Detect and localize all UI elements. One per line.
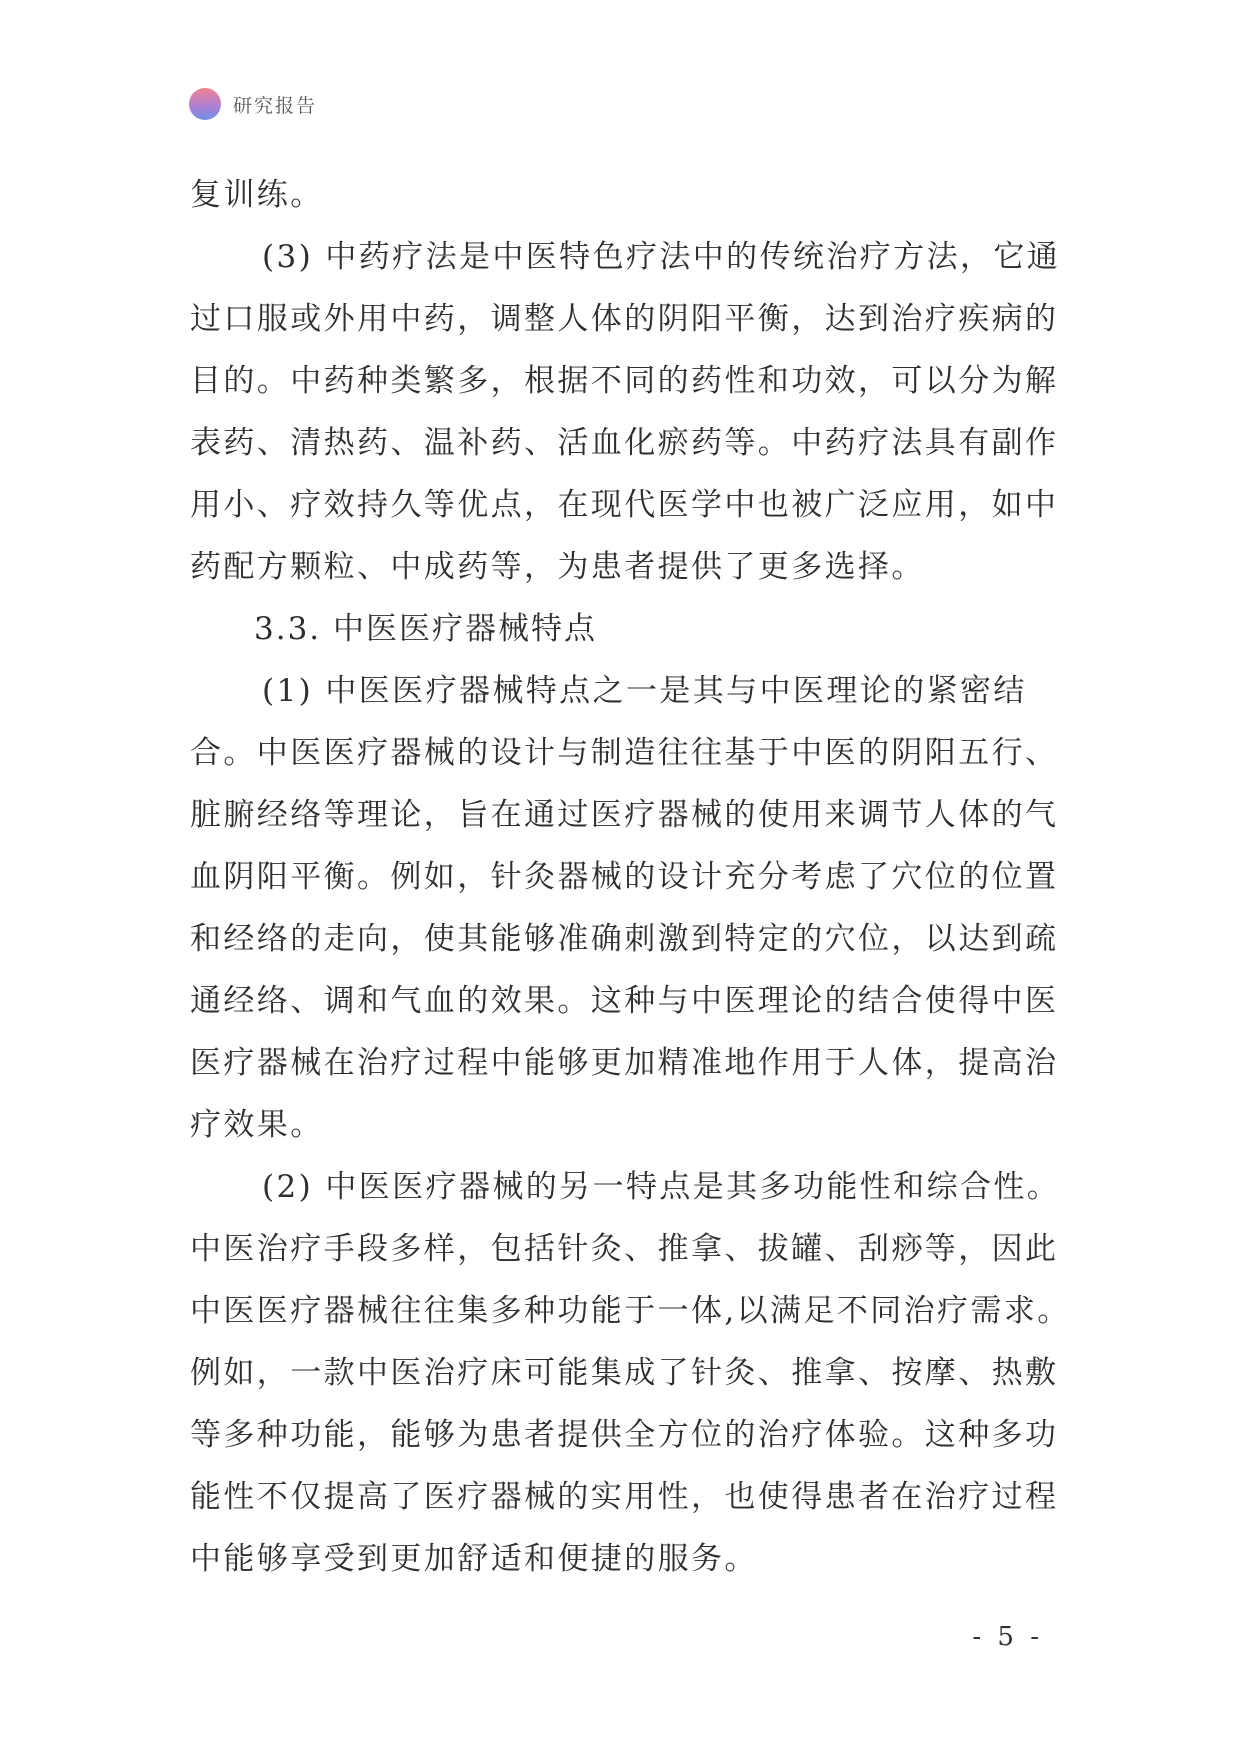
paragraph-line: (3) 中药疗法是中医特色疗法中的传统治疗方法，它通: [262, 239, 1061, 275]
paragraph-line: 用小、疗效持久等优点，在现代医学中也被广泛应用，如中: [190, 487, 1059, 523]
paragraph-line: 中医医疗器械往往集多种功能于一体,以满足不同治疗需求。: [190, 1293, 1071, 1329]
page-number: - 5 -: [972, 1622, 1043, 1652]
paragraph-line: 表药、清热药、温补药、活血化瘀药等。中药疗法具有副作: [190, 425, 1059, 461]
paragraph-line: 复训练。: [190, 177, 324, 213]
document-body: [190, 164, 1070, 1590]
report-logo-icon: [189, 88, 221, 120]
section-heading: 3.3. 中医医疗器械特点: [254, 611, 598, 647]
paragraph-line: 合。中医医疗器械的设计与制造往往基于中医的阴阳五行、: [190, 735, 1059, 771]
paragraph-line: 过口服或外用中药，调整人体的阴阳平衡，达到治疗疾病的: [190, 301, 1059, 337]
paragraph-line: 血阴阳平衡。例如，针灸器械的设计充分考虑了穴位的位置: [190, 859, 1059, 895]
paragraph-line: 例如，一款中医治疗床可能集成了针灸、推拿、按摩、热敷: [190, 1355, 1059, 1391]
paragraph-line: 能性不仅提高了医疗器械的实用性，也使得患者在治疗过程: [190, 1479, 1059, 1515]
paragraph-line: 疗效果。: [190, 1107, 324, 1143]
page-header: [189, 86, 317, 122]
paragraph-line: 和经络的走向，使其能够准确刺激到特定的穴位，以达到疏: [190, 921, 1059, 957]
paragraph-line: 目的。中药种类繁多，根据不同的药性和功效，可以分为解: [190, 363, 1059, 399]
paragraph-line: 中能够享受到更加舒适和便捷的服务。: [190, 1541, 758, 1577]
paragraph-line: 药配方颗粒、中成药等，为患者提供了更多选择。: [190, 549, 925, 585]
header-title: 研究报告: [233, 94, 318, 117]
paragraph-line: 中医治疗手段多样，包括针灸、推拿、拔罐、刮痧等，因此: [190, 1231, 1059, 1267]
paragraph-line: 通经络、调和气血的效果。这种与中医理论的结合使得中医: [190, 983, 1059, 1019]
paragraph-line: (2) 中医医疗器械的另一特点是其多功能性和综合性。: [262, 1169, 1061, 1205]
paragraph-line: 脏腑经络等理论，旨在通过医疗器械的使用来调节人体的气: [190, 797, 1059, 833]
paragraph-line: 等多种功能，能够为患者提供全方位的治疗体验。这种多功: [190, 1417, 1059, 1453]
paragraph-line: (1) 中医医疗器械特点之一是其与中医理论的紧密结: [262, 673, 1027, 709]
paragraph-line: 医疗器械在治疗过程中能够更加精准地作用于人体，提高治: [190, 1045, 1059, 1081]
